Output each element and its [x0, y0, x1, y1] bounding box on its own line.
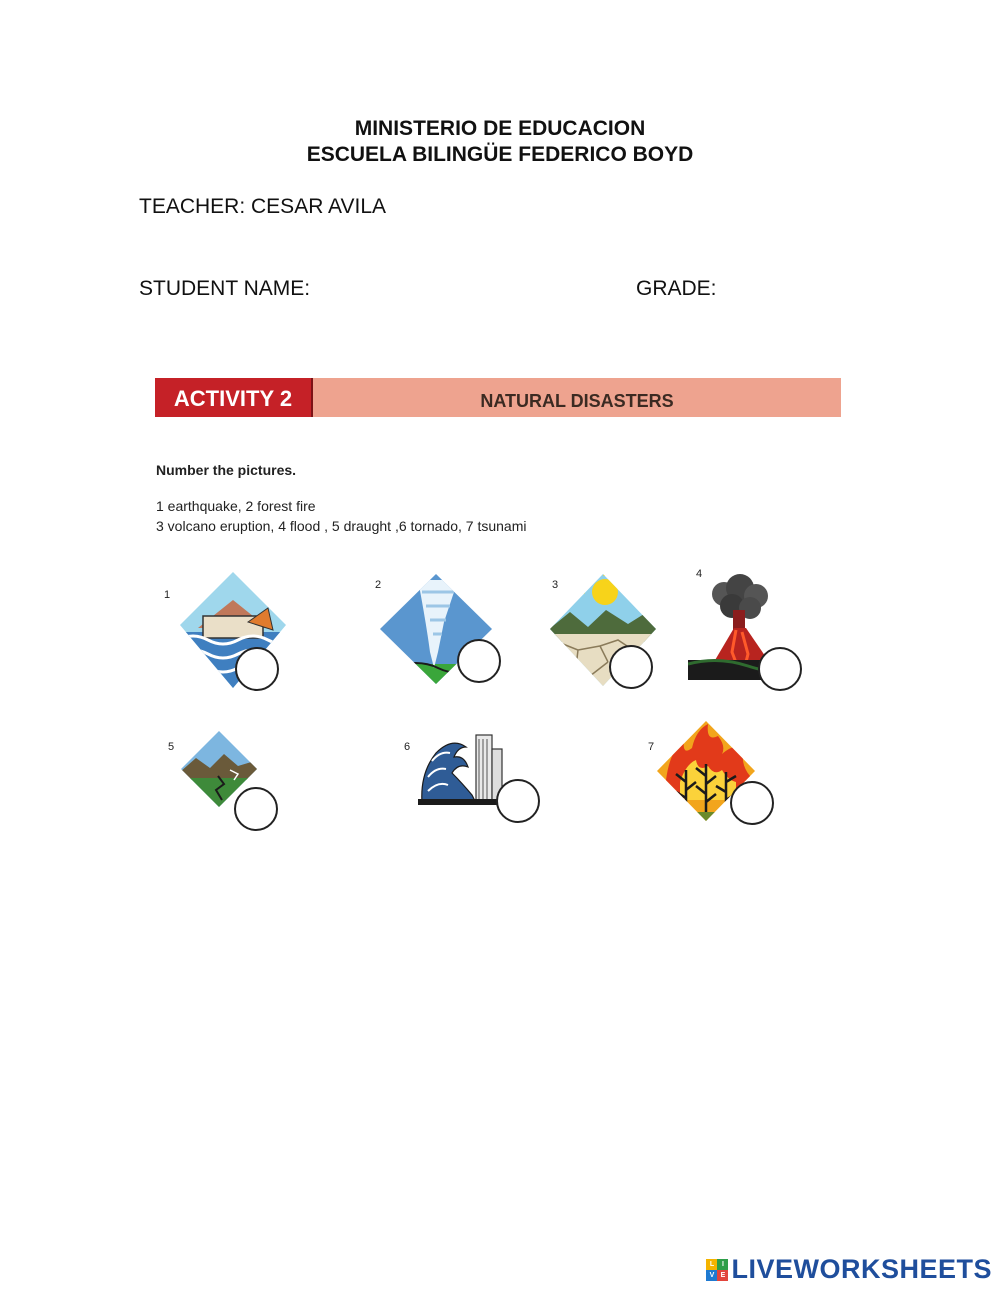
answer-circle-7[interactable] — [730, 781, 774, 825]
options-line-2: 3 volcano eruption, 4 flood , 5 draught ,6 tornado, 7 tsunami — [156, 518, 527, 534]
answer-circle-5[interactable] — [234, 787, 278, 831]
student-name-label: STUDENT NAME: — [139, 277, 311, 300]
activity-banner — [155, 378, 841, 417]
picture-number: 3 — [552, 579, 559, 591]
picture-number: 4 — [696, 568, 703, 580]
logo-mark-letter: V — [706, 1270, 717, 1281]
options-line-1: 1 earthquake, 2 forest fire — [156, 498, 316, 514]
logo-mark-letter: I — [717, 1259, 728, 1270]
logo-mark-icon — [706, 1259, 728, 1281]
picture-number: 1 — [164, 589, 171, 601]
school-ministry-title: MINISTERIO DE EDUCACION — [354, 117, 646, 140]
picture-number: 2 — [375, 579, 382, 591]
activity-badge: ACTIVITY 2 — [155, 378, 313, 417]
answer-circle-2[interactable] — [457, 639, 501, 683]
answer-circle-3[interactable] — [609, 645, 653, 689]
school-name-title: ESCUELA BILINGÜE FEDERICO BOYD — [306, 143, 694, 166]
answer-circle-4[interactable] — [758, 647, 802, 691]
liveworksheets-logo — [706, 1254, 992, 1285]
tsunami-icon — [418, 733, 506, 807]
picture-number: 5 — [168, 741, 175, 753]
answer-circle-6[interactable] — [496, 779, 540, 823]
grade-label: GRADE: — [636, 277, 717, 300]
instruction-text: Number the pictures. — [156, 462, 297, 478]
teacher-label: TEACHER: CESAR AVILA — [139, 195, 387, 218]
picture-number: 6 — [404, 741, 411, 753]
logo-mark-letter: L — [706, 1259, 717, 1270]
picture-number: 7 — [648, 741, 655, 753]
logo-mark-letter: E — [717, 1270, 728, 1281]
logo-text: LIVEWORKSHEETS — [731, 1254, 992, 1284]
answer-circle-1[interactable] — [235, 647, 279, 691]
activity-title: NATURAL DISASTERS — [480, 391, 674, 411]
